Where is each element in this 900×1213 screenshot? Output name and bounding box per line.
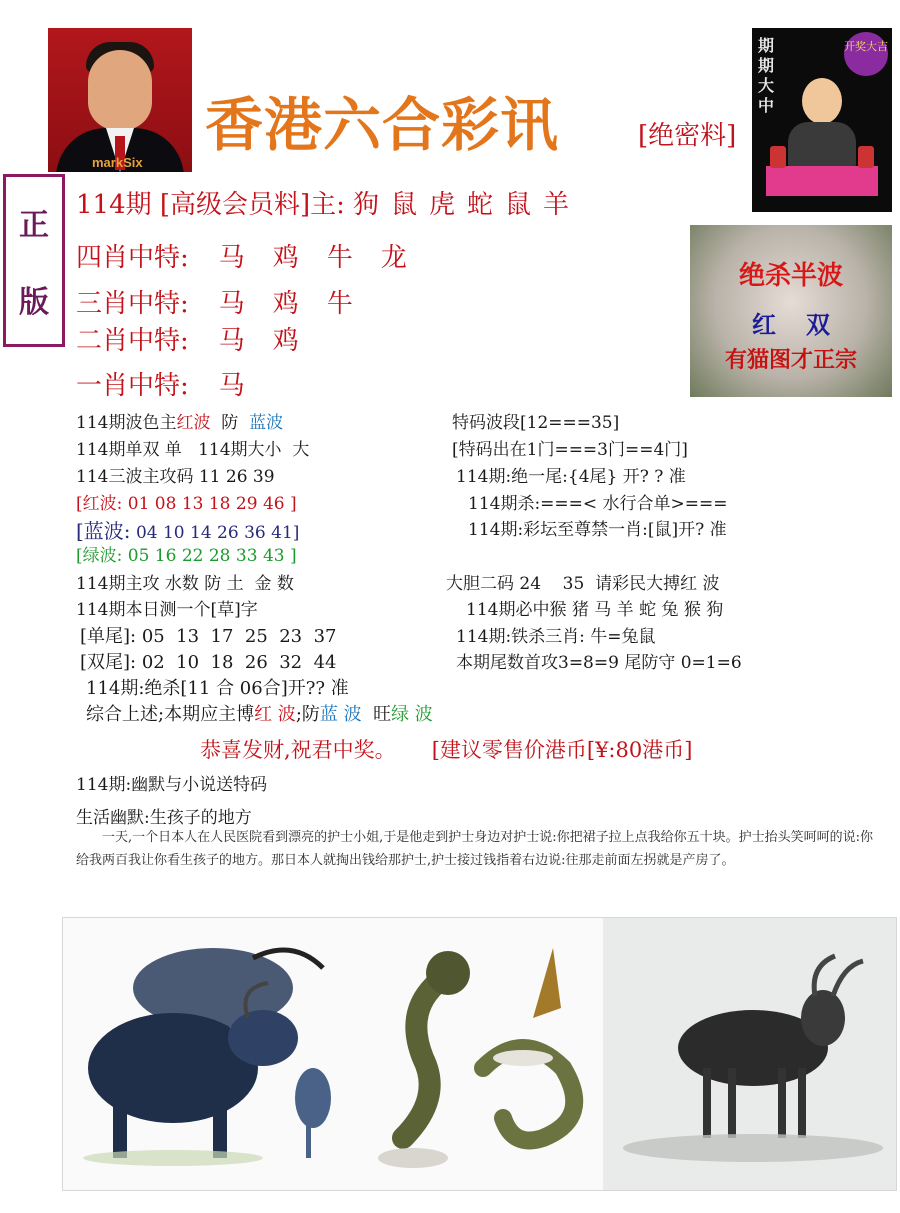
- red-wave-numbers: [红波: 01 08 13 18 29 46 ]: [76, 494, 297, 514]
- summary-line: [86, 700, 433, 726]
- summary-prefix: 综合上述;本期应主博: [86, 704, 255, 725]
- kill-element-line: 114期杀:===< 水行合单>===: [468, 494, 728, 514]
- cat-box-line2: 红双: [752, 310, 860, 339]
- four-zodiac-line: [76, 237, 435, 274]
- goat-painting: [603, 918, 897, 1191]
- two-zodiac-values: 马鸡: [218, 326, 327, 356]
- member-picks-prefix: 114期 [高级会员料]主:: [76, 190, 345, 220]
- one-zodiac-line: [76, 365, 259, 402]
- one-zodiac-values: 马: [218, 371, 259, 401]
- retail-price: [建议零售价港币[¥:80港币]: [431, 738, 693, 762]
- summary-green: 绿 波: [391, 704, 433, 725]
- two-zodiac-label: 二肖中特:: [76, 326, 189, 356]
- summary-wang: 旺: [361, 704, 392, 725]
- summary-red: 红 波: [254, 704, 296, 725]
- one-zodiac-label: 一肖中特:: [76, 371, 189, 401]
- cartoon-candle-right: [858, 146, 874, 168]
- wave-defend-label: 防: [210, 413, 250, 433]
- daily-char-line: 114期本日测一个[草]字: [76, 600, 258, 620]
- wave-color-line: [76, 408, 283, 433]
- odd-even-line: 114期单双 单 114期大小 大: [76, 440, 310, 460]
- cartoon-vertical-text: 期期大中: [758, 36, 775, 115]
- four-zodiac-values: 马鸡牛龙: [218, 243, 435, 273]
- wave-defend: 蓝波: [249, 413, 284, 433]
- zodiac-paintings: [62, 917, 897, 1191]
- double-tail-line: [双尾]: 02 10 18 26 32 44: [80, 652, 337, 673]
- edition-char-1: 正: [19, 207, 49, 243]
- three-zodiac-line: [76, 283, 381, 320]
- three-zodiac-label: 三肖中特:: [76, 289, 189, 319]
- cartoon-candle-left: [770, 146, 786, 168]
- member-picks-line: [76, 184, 581, 221]
- single-tail-line: [单尾]: 05 13 17 25 23 37: [80, 626, 337, 647]
- cat-box-line3: 有猫图才正宗: [724, 347, 857, 373]
- blue-wave-line: [76, 515, 299, 544]
- humor-intro: 114期:幽默与小说送特码: [76, 775, 268, 795]
- cartoon-altar: [766, 166, 878, 196]
- gate-line: [特码出在1门===3门==4门]: [452, 440, 688, 460]
- main-attack-line: 114期主攻 水数 防 土 金 数: [76, 574, 294, 594]
- segment-line: 特码波段[12===35]: [452, 413, 620, 433]
- portrait-face: [88, 50, 152, 130]
- cartoon-body: [788, 122, 856, 168]
- member-picks-values: 狗鼠虎蛇鼠羊: [352, 190, 581, 220]
- three-zodiac-values: 马鸡牛: [218, 289, 381, 319]
- dragon-painting: [378, 948, 574, 1168]
- portrait-photo: [48, 28, 192, 172]
- attack-codes-line: 114三波主攻码 11 26 39: [76, 467, 275, 487]
- humor-story: 一天,一个日本人在人民医院看到漂亮的护士小姐,于是他走到护士身边对护士说:你把裙子拉上点我给你五十块。护士抬头笑呵呵的说:你给我两百我让你看生孩子的地方。那日本人就掏出钱给那护士,护士接过钱指着右边说:往那走前面左拐就是产房了。: [76, 830, 874, 868]
- cartoon-head: [802, 78, 842, 124]
- edition-label: [3, 174, 65, 347]
- paintings-svg: [63, 918, 897, 1191]
- cartoon-bubble: 开奖大吉: [844, 32, 888, 76]
- must-hit-line: 114期必中猴 猪 马 羊 蛇 兔 猴 狗: [466, 600, 724, 620]
- blue-wave-numbers: 04 10 14 26 36 41]: [130, 523, 300, 543]
- iron-kill-line: 114期:铁杀三肖: 牛=兔鼠: [456, 627, 656, 647]
- tail-attack-line: 本期尾数首攻3=8=9 尾防守 0=1=6: [456, 653, 742, 673]
- congrats-line: [200, 734, 692, 764]
- wave-main: 红波: [176, 413, 211, 433]
- edition-char-2: 版: [19, 285, 49, 321]
- wave-color-prefix: 114期波色主: [76, 413, 177, 433]
- humor-title: 生活幽默:生孩子的地方: [76, 808, 252, 828]
- four-zodiac-label: 四肖中特:: [76, 243, 189, 273]
- bold-two-line: 大胆二码 24 35 请彩民大搏红 波: [446, 574, 720, 594]
- ox-painting: [83, 948, 331, 1166]
- page-title: 香港六合彩讯: [205, 91, 560, 159]
- forbidden-line: 114期:彩坛至尊禁一肖:[鼠]开? 准: [468, 520, 727, 540]
- cartoon-illustration: [752, 28, 892, 212]
- title-tag: [绝密料]: [638, 121, 737, 151]
- kill-combo-line: 114期:绝杀[11 合 06合]开?? 准: [86, 678, 349, 699]
- kill-tail-line: 114期:绝一尾:{4尾} 开? ? 准: [456, 467, 686, 487]
- cat-image-box: [690, 225, 892, 397]
- green-wave-numbers: [绿波: 05 16 22 28 33 43 ]: [76, 546, 297, 566]
- cat-box-line1: 绝杀半波: [738, 261, 843, 291]
- summary-mid: ;防: [295, 704, 320, 725]
- congrats-wish: 恭喜发财,祝君中奖。: [200, 738, 396, 762]
- mark-six-logo: markSix: [92, 155, 143, 170]
- summary-blue: 蓝 波: [319, 704, 362, 725]
- two-zodiac-line: [76, 320, 327, 357]
- blue-wave-label: [蓝波:: [76, 519, 131, 543]
